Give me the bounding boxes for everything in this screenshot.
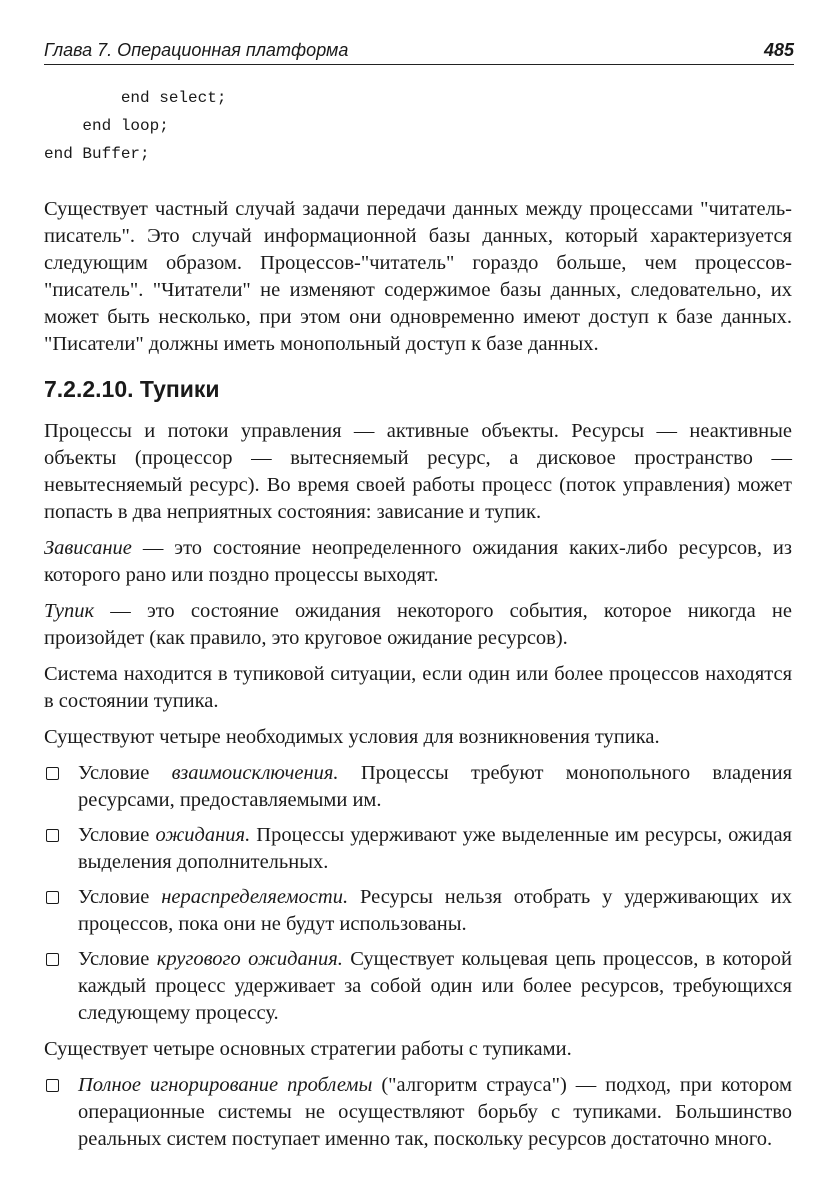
- condition-text: Существует кольцевая цепь процессов, в которой каждый процесс удерживает за собой один или более ресурсов, требующихся следующему процессу.: [78, 948, 792, 1024]
- deadlock-text: — это состояние ожидания некоторого события, которое никогда не произойдет (как правило, это круговое ожидание ресурсов).: [44, 600, 792, 649]
- strategies-list: [44, 1072, 792, 1153]
- condition-text: Процессы требуют монопольного владения ресурсами, предоставляемыми им.: [78, 762, 792, 811]
- resources-paragraph: Процессы и потоки управления — активные объекты. Ресурсы — неактивные объекты (процессор — вытесняемый ресурс, а дисковое пространство — невытесняемый ресурс). Во время своей работы процесс (поток управления) может попасть в два неприятных состояния: зависание и тупик.: [44, 420, 792, 523]
- code-line: end Buffer;: [44, 145, 150, 163]
- intro-paragraph: Существует частный случай задачи передачи данных между процессами "читатель-писатель". Это случай информационной базы данных, который характеризуется следующим образом. Процессов-"читатель" гораздо больше, чем процессов-"писатель". "Читатели" не изменяют содержимое базы данных, следовательно, их может быть несколько, при этом они одновременно имеют доступ к базе данных. "Писатели" должны иметь монопольный доступ к базе данных.: [44, 198, 792, 355]
- code-line: end select;: [44, 89, 227, 107]
- checkbox-bullet-icon: [46, 767, 59, 780]
- condition-prefix: Условие: [78, 886, 162, 908]
- list-item: [44, 1072, 792, 1153]
- condition-text: Ресурсы нельзя отобрать у удерживающих их процессов, пока они не будут использованы.: [78, 886, 793, 935]
- strategy-term: Полное игнорирование проблемы: [78, 1074, 373, 1096]
- system-paragraph: Система находится в тупиковой ситуации, если один или более процессов находятся в состоянии тупика.: [44, 663, 792, 712]
- condition-text: Процессы удерживают уже выделенные им ресурсы, ожидая выделения дополнительных.: [78, 824, 792, 873]
- page-number: 485: [763, 40, 794, 60]
- hang-term: Зависание: [44, 537, 132, 559]
- list-item: [44, 760, 792, 814]
- section-heading: 7.2.2.10. Тупики: [44, 376, 220, 402]
- condition-term: взаимоисключения.: [171, 762, 339, 784]
- conditions-list: [44, 760, 792, 1027]
- code-listing: [44, 84, 226, 168]
- checkbox-bullet-icon: [46, 953, 59, 966]
- condition-term: нераспределяемости.: [161, 886, 349, 908]
- condition-prefix: Условие: [78, 762, 172, 784]
- hang-text: — это состояние неопределенного ожидания каких-либо ресурсов, из которого рано или поздно процессы выходят.: [44, 537, 792, 586]
- main-text: [44, 196, 792, 1162]
- list-item: [44, 946, 792, 1027]
- code-line: end loop;: [44, 117, 169, 135]
- strategies-intro: Существует четыре основных стратегии работы с тупиками.: [44, 1038, 572, 1060]
- chapter-title: Глава 7. Операционная платформа: [44, 40, 349, 60]
- running-header: [44, 36, 794, 65]
- deadlock-definition: [44, 598, 792, 652]
- list-item: [44, 822, 792, 876]
- condition-term: кругового ожидания.: [156, 948, 343, 970]
- conditions-intro: Существуют четыре необходимых условия для возникновения тупика.: [44, 726, 660, 748]
- checkbox-bullet-icon: [46, 891, 59, 904]
- hang-definition: [44, 535, 792, 589]
- condition-prefix: Условие: [78, 824, 156, 846]
- deadlock-term: Тупик: [44, 600, 95, 622]
- condition-prefix: Условие: [78, 948, 157, 970]
- strategy-text: ("алгоритм страуса") — подход, при котором операционные системы не осуществляют борьбу с тупиками. Большинство реальных систем поступает именно так, поскольку ресурсов достаточно много.: [78, 1074, 792, 1150]
- list-item: [44, 884, 792, 938]
- condition-term: ожидания.: [155, 824, 251, 846]
- checkbox-bullet-icon: [46, 1079, 59, 1092]
- checkbox-bullet-icon: [46, 829, 59, 842]
